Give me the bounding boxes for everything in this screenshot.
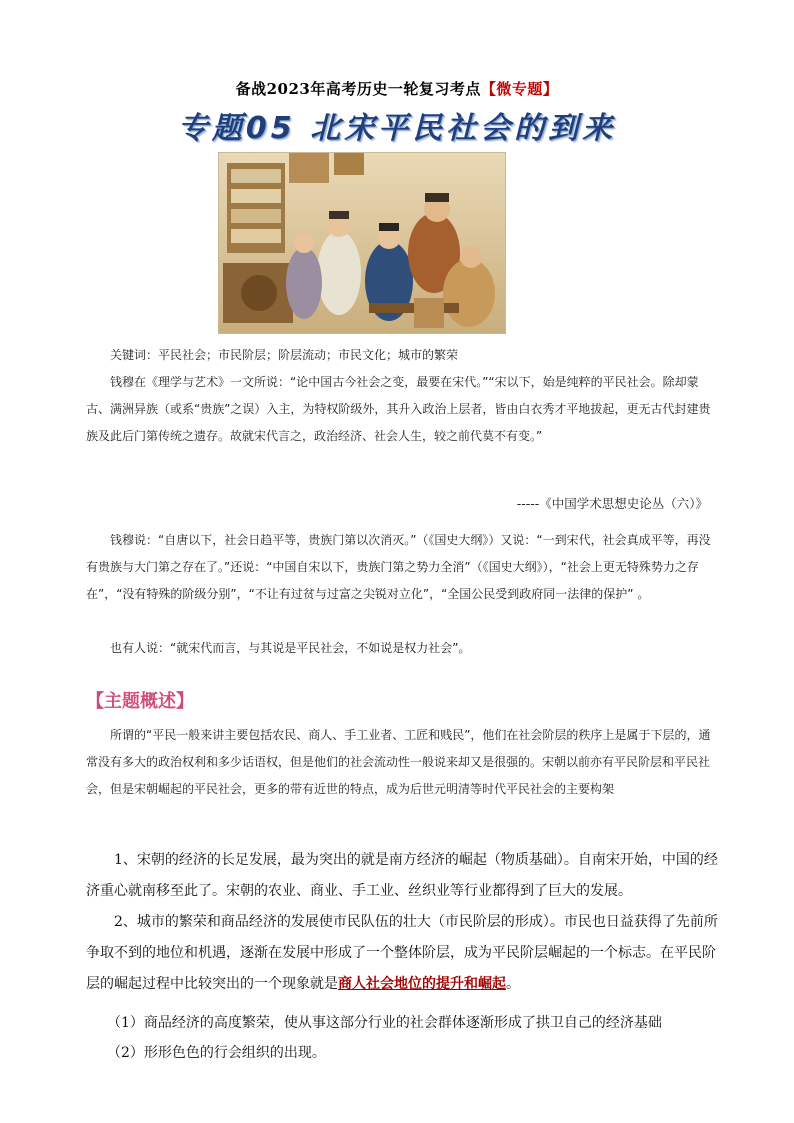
subtitle-highlight: 【微专题】 — [480, 80, 559, 98]
song-painting-image — [218, 152, 506, 334]
sub-point-1: （1）商品经济的高度繁荣，使从事这部分行业的社会群体逐渐形成了拱卫自己的经济基础 — [107, 1015, 662, 1031]
page-title: 专题05 北宋平民社会的到来 — [177, 111, 617, 146]
quote-qian-mu-2: 钱穆说：“自唐以下，社会日趋平等，贵族门第以次消灭。”（《国史大纲》）又说：“一到宋代，社会真成平等，再没有贵族与大门第之存在了。”还说：“中国自宋以下，贵族门第之势力全消”（《国史大纲》），“社会上更无特殊势力之存在”，“没有特殊的阶级分别”，“不让有过贫与过富之尖锐对立化”，“全国公民受到政府同一法律的保护” 。 — [86, 533, 711, 601]
quote-others: 也有人说：“就宋代而言，与其说是平民社会，不如说是权力社会”。 — [110, 641, 471, 655]
quote-qian-mu-1: 钱穆在《理学与艺术》一文所说：“论中国古今社会之变，最要在宋代。”“宋以下，始是纯粹的平民社会。除却蒙古、满洲异族（或系“贵族”之误）入主，为特权阶级外，其升入政治上层者，皆由白衣秀才平地拔起，更无古代封建贵族及此后门第传统之遗存。故就宋代言之，政治经济、社会人生，较之前代莫不有变。” — [86, 375, 711, 443]
point-2-end: 。 — [506, 976, 520, 992]
point-2-text: 2、城市的繁荣和商品经济的发展使市民队伍的壮大（市民阶层的形成）。市民也日益获得了先前所争取不到的地位和机遇，逐渐在发展中形成了一个整体阶层，成为平民阶层崛起的一个标志。在平民阶层的崛起过程中比较突出的一个现象就是 — [86, 914, 718, 992]
quote-source: -----《中国学术思想史论丛（六）》 — [516, 496, 708, 511]
point-2-emphasis: 商人社会地位的提升和崛起 — [338, 976, 506, 992]
document-subtitle — [0, 78, 794, 99]
sub-point-2: （2）形形色色的行会组织的出现。 — [107, 1045, 326, 1061]
overview-paragraph: 所谓的“平民一般来讲主要包括农民、商人、手工业者、工匠和贱民”，他们在社会阶层的秩序上是属于下层的，通常没有多大的政治权利和多少话语权，但是他们的社会流动性一般说来却又是很强的。宋朝以前亦有平民阶层和平民社会，但是宋朝崛起的平民社会，更多的带有近世的特点，成为后世元明清等时代平民社会的主要构架 — [86, 728, 711, 796]
section-title: 【主题概述】 — [86, 691, 194, 712]
subtitle-text: 备战2023年高考历史一轮复习考点 — [235, 80, 481, 98]
point-1-paragraph: 1、宋朝的经济的长足发展，最为突出的就是南方经济的崛起（物质基础）。自南宋开始，中国的经济重心就南移至此了。宋朝的农业、商业、手工业、丝织业等行业都得到了巨大的发展。 — [86, 852, 718, 899]
keywords-line: 关键词：平民社会；市民阶层；阶层流动；市民文化；城市的繁荣 — [110, 348, 459, 362]
point-2-paragraph — [86, 907, 722, 1000]
